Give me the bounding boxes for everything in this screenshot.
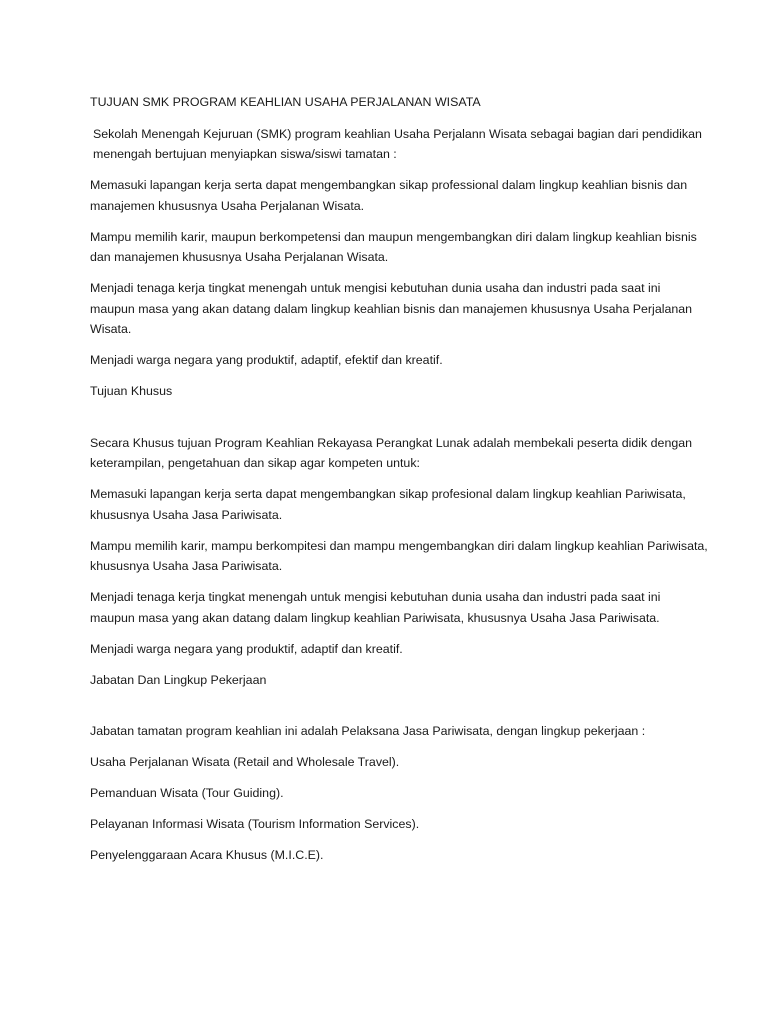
job-item-1: Usaha Perjalanan Wisata (Retail and Wholesale Travel).	[90, 755, 400, 769]
specific-goal-4: Menjadi warga negara yang produktif, adaptif dan kreatif.	[90, 641, 403, 656]
document-title: TUJUAN SMK PROGRAM KEAHLIAN USAHA PERJALANAN WISATA	[90, 95, 481, 109]
general-goal-2: Mampu memilih karir, maupun berkompetensi dan maupun mengembangkan diri dalam lingkup keahlian bisnis dan manajemen khususnya Usaha Perjalanan Wisata.	[90, 229, 697, 264]
jobs-intro-paragraph: Jabatan tamatan program keahlian ini adalah Pelaksana Jasa Pariwisata, dengan lingkup pekerjaan :	[90, 724, 646, 738]
job-item-3: Pelayanan Informasi Wisata (Tourism Information Services).	[90, 817, 420, 831]
job-item-4: Penyelenggaraan Acara Khusus (M.I.C.E).	[90, 848, 324, 862]
job-item-2: Pemanduan Wisata (Tour Guiding).	[90, 786, 284, 800]
general-goal-4: Menjadi warga negara yang produktif, adaptif, efektif dan kreatif.	[90, 353, 443, 367]
general-goal-3: Menjadi tenaga kerja tingkat menengah untuk mengisi kebutuhan dunia usaha dan industri pada saat ini maupun masa yang akan datang dalam lingkup keahlian bisnis dan manajemen khususnya Usaha Perjalanan Wisata.	[90, 281, 693, 336]
specific-heading: Tujuan Khusus	[90, 384, 173, 398]
general-goal-1: Memasuki lapangan kerja serta dapat mengembangkan sikap professional dalam lingkup keahlian bisnis dan manajemen khususnya Usaha Perjalanan Wisata.	[90, 178, 688, 213]
specific-goal-2: Mampu memilih karir, mampu berkompitesi dan mampu mengembangkan diri dalam lingkup keahlian Pariwisata, khususnya Usaha Jasa Pariwisata.	[90, 538, 708, 573]
specific-goal-1: Memasuki lapangan kerja serta dapat mengembangkan sikap profesional dalam lingkup keahlian Pariwisata, khususnya Usaha Jasa Pariwisata.	[90, 487, 686, 522]
jobs-heading: Jabatan Dan Lingkup Pekerjaan	[90, 672, 267, 687]
specific-goal-3: Menjadi tenaga kerja tingkat menengah untuk mengisi kebutuhan dunia usaha dan industri pada saat ini maupun masa yang akan datang dalam lingkup keahlian Pariwisata, khususnya Usaha Jasa Pariwisata.	[90, 590, 661, 625]
specific-intro-paragraph: Secara Khusus tujuan Program Keahlian Rekayasa Perangkat Lunak adalah membekali peserta didik dengan keterampilan, pengetahuan dan sikap agar kompeten untuk:	[90, 435, 693, 470]
intro-paragraph: Sekolah Menengah Kejuruan (SMK) program keahlian Usaha Perjalann Wisata sebagai bagian dari pendidikan menengah bertujuan menyiapkan siswa/siswi tamatan :	[93, 126, 702, 161]
